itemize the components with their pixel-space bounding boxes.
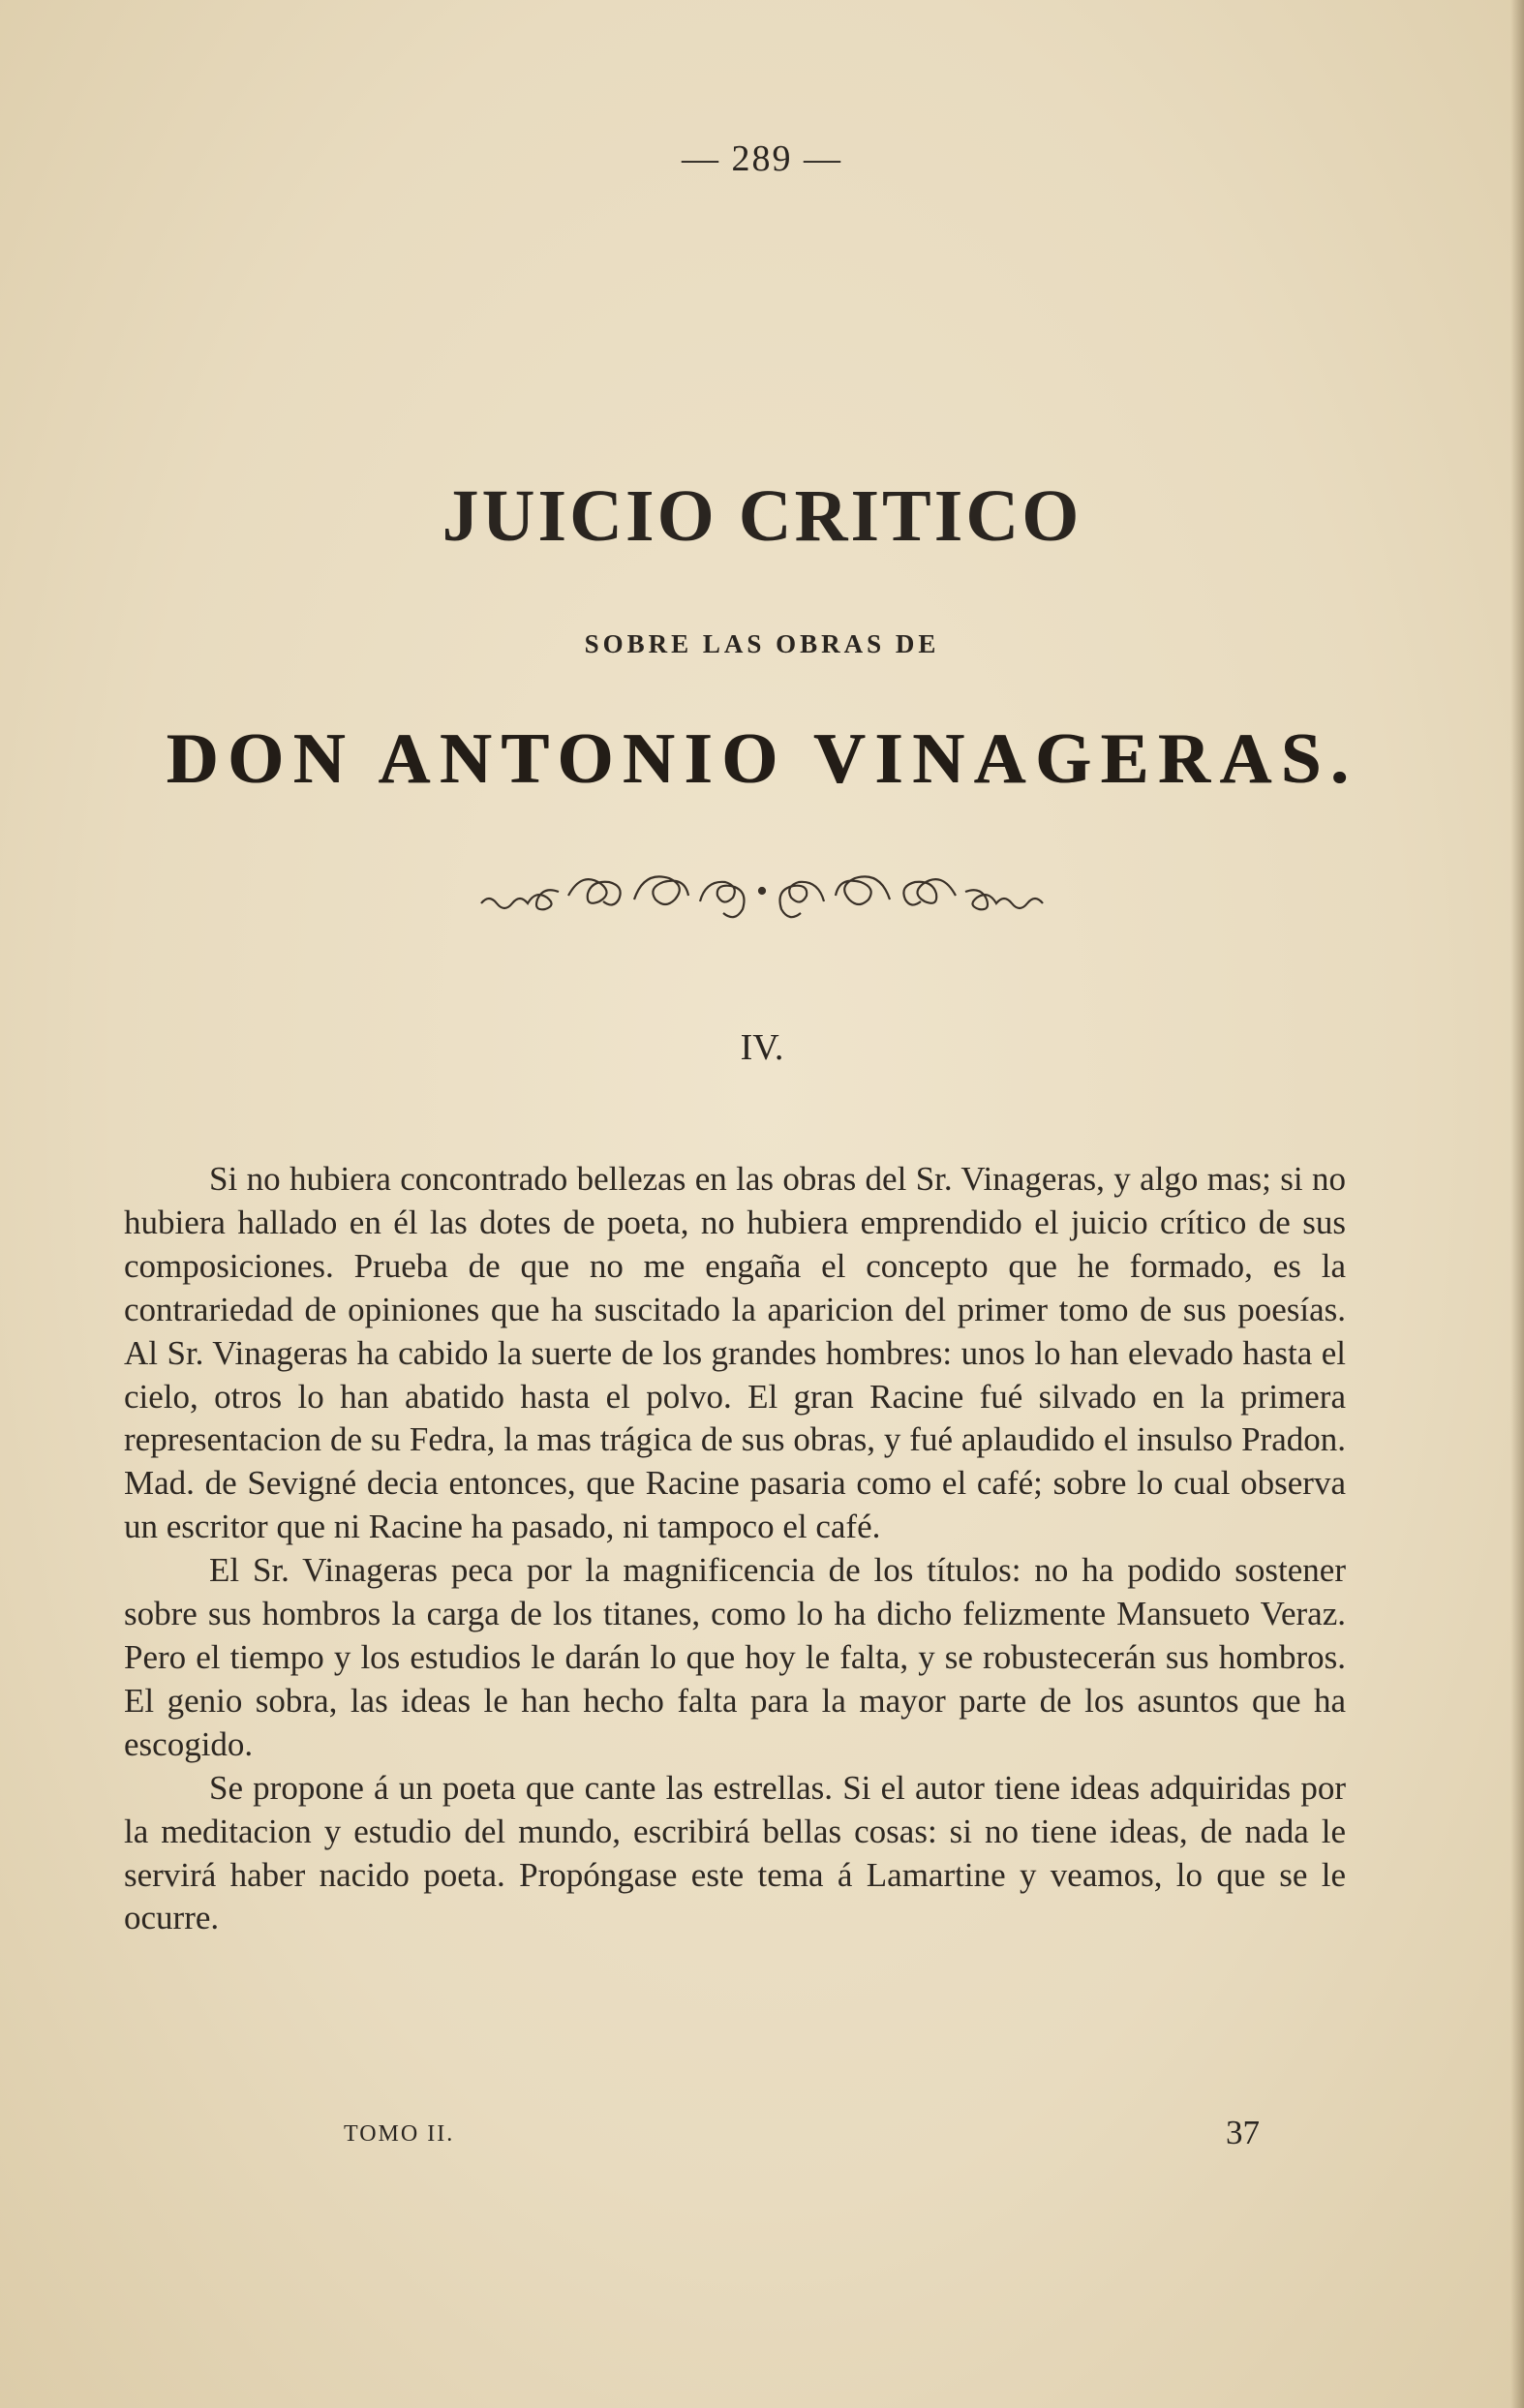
decorative-flourish-icon bbox=[472, 857, 1052, 925]
page-number: — 289 — bbox=[682, 138, 842, 179]
paragraph-1: Si no hubiera concontrado bellezas en las obras del Sr. Vinageras, y algo mas; si no hubiera hallado en él las dotes de poeta, no hubiera emprendido el juicio crítico de sus composiciones. Prueba de que no me engaña el concepto que he formado, es la contrariedad de opiniones que ha suscitado la aparicion del primer tomo de sus poesías. Al Sr. Vinageras ha cabido la suerte de los grandes hombres: unos lo han elevado hasta el cielo, otros lo han abatido hasta el polvo. El gran Racine fué silvado en la primera representacion de su Fedra, la mas trágica de sus obras, y fué aplaudido el insulso Pradon. Mad. de Sevigné decia entonces, que Racine pasaria como el café; sobre lo cual observa un escritor que ni Racine ha pasado, ni tampoco el café. bbox=[124, 1160, 1346, 1546]
signature-number: 37 bbox=[1226, 2114, 1260, 2151]
author-heading: DON ANTONIO VINAGERAS. bbox=[166, 719, 1358, 799]
paragraph-2: El Sr. Vinageras peca por la magnificencia de los títulos: no ha podido sostener sobre sus hombros la carga de los titanes, como lo ha dicho felizmente Mansueto Veraz. Pero el tiempo y los estudios le darán lo que hoy le falta, y se robustecerán sus hombros. El genio sobra, las ideas le han hecho falta para la mayor parte de los asuntos que ha escogido. bbox=[124, 1551, 1346, 1763]
page-footer bbox=[0, 2114, 1524, 2162]
paragraph-3: Se propone á un poeta que cante las estrellas. Si el autor tiene ideas adquiridas por la meditacion y estudio del mundo, escribirá bellas cosas: si no tiene ideas, de nada le servirá haber nacido poeta. Propóngase este tema á Lamartine y veamos, lo que se le ocurre. bbox=[124, 1768, 1346, 1937]
volume-label: TOMO II. bbox=[344, 2121, 455, 2147]
page-edge-shadow bbox=[1510, 0, 1524, 2408]
body-text bbox=[124, 1158, 1346, 1940]
page-title: JUICIO CRITICO bbox=[442, 475, 1082, 557]
section-number: IV. bbox=[740, 1027, 784, 1068]
page-subtitle: SOBRE LAS OBRAS DE bbox=[584, 629, 940, 658]
